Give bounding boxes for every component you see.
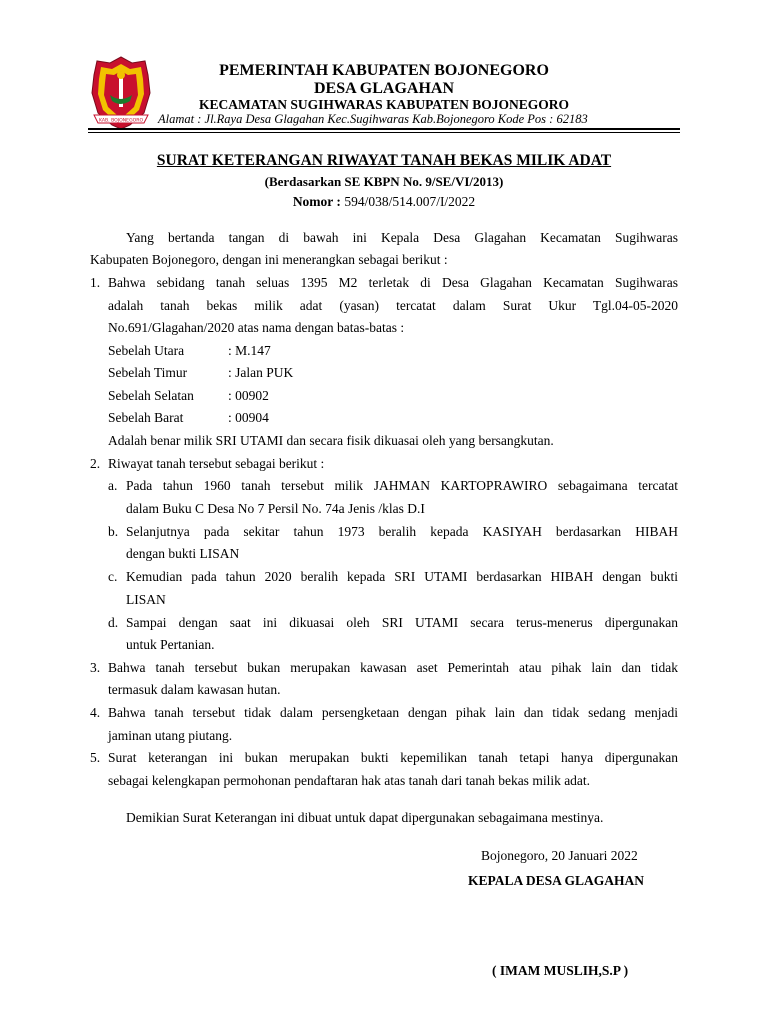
item-3-number: 3. <box>90 660 101 675</box>
intro-line-2: Kabupaten Bojonegoro, dengan ini menerangkan sebagai berikut : <box>90 252 448 267</box>
border-east-label: Sebelah Timur <box>108 365 188 380</box>
item-2d-marker: d. <box>108 615 119 630</box>
document-number-label: Nomor : <box>292 194 341 209</box>
item-2-number: 2. <box>90 456 101 471</box>
item-2a-marker: a. <box>108 478 118 493</box>
border-west-label: Sebelah Barat <box>108 410 184 425</box>
item-5-number: 5. <box>90 750 101 765</box>
government-name: PEMERINTAH KABUPATEN BOJONEGORO <box>219 62 549 79</box>
document-title: SURAT KETERANGAN RIWAYAT TANAH BEKAS MILIK ADAT <box>156 152 612 169</box>
border-east-value: : Jalan PUK <box>228 365 294 380</box>
document-basis: (Berdasarkan SE KBPN No. 9/SE/VI/2013) <box>264 174 504 189</box>
item-2d-line-2: untuk Pertanian. <box>126 637 215 652</box>
item-2b-line-2: dengan bukti LISAN <box>126 546 240 561</box>
border-south-value: : 00902 <box>228 388 269 403</box>
village-name: DESA GLAGAHAN <box>313 80 455 97</box>
item-2-line-1: Riwayat tanah tersebut sebagai berikut : <box>108 456 325 471</box>
emblem-ribbon-text: KAB. BOJONEGORO <box>98 118 144 124</box>
item-4-line-1: Bahwa tanah tersebut tidak dalam persengketaan dengan pihak lain dan tidak sedang menjadi <box>108 705 678 720</box>
intro-line-1: Yang bertanda tangan di bawah ini Kepala Desa Glagahan Kecamatan Sugihwaras <box>126 230 678 245</box>
item-4-number: 4. <box>90 705 101 720</box>
item-3-line-2: termasuk dalam kawasan hutan. <box>108 682 281 697</box>
item-5-line-2: sebagai kelengkapan permohonan pendaftaran hak atas tanah dari tanah bekas milik adat. <box>108 773 591 788</box>
item-1-line-2: adalah tanah bekas milik adat (yasan) tercatat dalam Surat Ukur Tgl.04-05-2020 <box>108 298 678 313</box>
item-1-line-1: Bahwa sebidang tanah seluas 1395 M2 terletak di Desa Glagahan Kecamatan Sugihwaras <box>108 275 678 290</box>
item-1-line-3: No.691/Glagahan/2020 atas nama dengan batas-batas : <box>108 320 405 335</box>
item-2a-line-2: dalam Buku C Desa No 7 Persil No. 74a Jenis /klas D.I <box>126 501 425 516</box>
item-3-line-1: Bahwa tanah tersebut bukan merupakan kawasan aset Pemerintah atau pihak lain dan tidak <box>108 660 678 675</box>
item-2a-line-1: Pada tahun 1960 tanah tersebut milik JAHMAN KARTOPRAWIRO sebagaimana tercatat <box>126 478 678 493</box>
signatory-position: KEPALA DESA GLAGAHAN <box>468 873 645 888</box>
item-1-number: 1. <box>90 275 101 290</box>
header-divider <box>88 128 680 130</box>
item-5-line-1: Surat keterangan ini bukan merupakan bukti kepemilikan tanah tetapi hanya dipergunakan <box>108 750 678 765</box>
item-1-owner: Adalah benar milik SRI UTAMI dan secara fisik dikuasai oleh yang bersangkutan. <box>108 433 554 448</box>
item-2b-line-1: Selanjutnya pada sekitar tahun 1973 beralih kepada KASIYAH berdasarkan HIBAH <box>126 524 678 539</box>
item-2b-marker: b. <box>108 524 119 539</box>
border-north-value: : M.147 <box>228 343 271 358</box>
item-4-line-2: jaminan utang piutang. <box>108 728 233 743</box>
item-2c-line-1: Kemudian pada tahun 2020 beralih kepada SRI UTAMI berdasarkan HIBAH dengan bukti <box>126 569 678 584</box>
signatory-name: ( IMAM MUSLIH,S.P ) <box>492 963 629 978</box>
border-north-label: Sebelah Utara <box>108 343 185 358</box>
office-address: Alamat : Jl.Raya Desa Glagahan Kec.Sugihwaras Kab.Bojonegoro Kode Pos : 62183 <box>158 112 588 126</box>
closing-statement: Demikian Surat Keterangan ini dibuat untuk dapat dipergunakan sebagaimana mestinya. <box>126 810 604 825</box>
header-divider-thin <box>88 132 680 133</box>
border-west-value: : 00904 <box>228 410 269 425</box>
document-number <box>0 194 768 210</box>
border-south-label: Sebelah Selatan <box>108 388 194 403</box>
district-name: KECAMATAN SUGIHWARAS KABUPATEN BOJONEGORO <box>199 97 569 112</box>
item-2c-marker: c. <box>108 569 118 584</box>
item-2c-line-2: LISAN <box>126 592 166 607</box>
document-number-value: 594/038/514.007/I/2022 <box>340 194 476 209</box>
item-2d-line-1: Sampai dengan saat ini dikuasai oleh SRI UTAMI secara terus-menerus dipergunakan <box>126 615 678 630</box>
place-and-date: Bojonegoro, 20 Januari 2022 <box>481 848 638 863</box>
